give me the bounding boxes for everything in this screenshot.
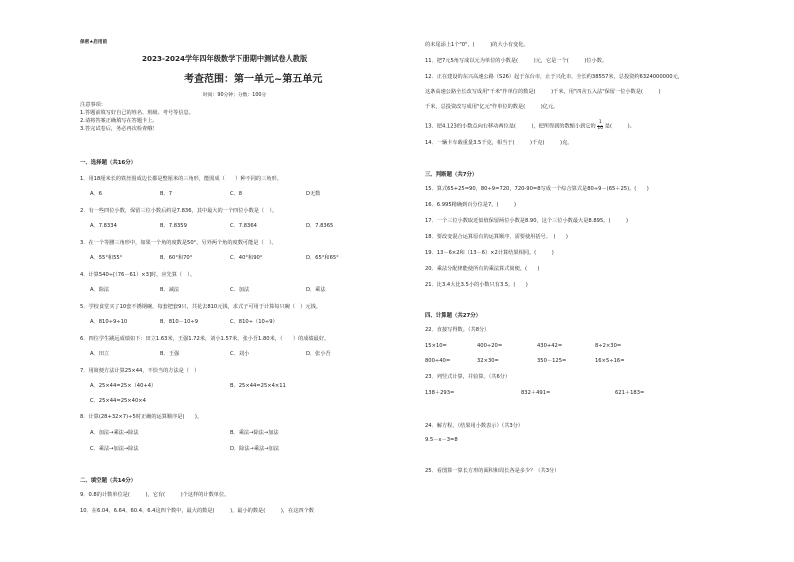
oral-item: 8÷2×30= [595,343,622,349]
question-4: 4．计算540÷[（76－61）×3]时，应先算（ ）。 [80,272,196,278]
question-15: 15．算式65+25=90，80÷9=720，720-90=8写成一个综合算式是80÷9－(65＋25)。( ) [425,186,649,192]
question-3: 3．在一个等腰三角形中，如果一个角的度数是50°，另外两个角的度数可能是（ ）。 [80,240,277,246]
option[interactable]: C．刘小 [230,351,250,357]
option[interactable]: D．乘法 [306,287,326,293]
question-12-line2: 这条高速公路全长改写成用"千米"作单位的数是( )千米，用"四舍五入法"保留一位小数是( ) [425,89,661,95]
question-20: 20．乘法分配律能使所有的乘法算式简便。( ) [425,266,540,272]
question-13-text: 13．把4.123的小数点向右移动两位是( )，把所得到的数缩小到它的 [425,123,596,130]
notes-heading: 注意事项： [80,102,106,108]
option[interactable]: B．王强 [160,351,180,357]
section-heading-calc: 四、计算题（共27分） [425,313,482,319]
option[interactable]: D无数 [306,191,321,197]
fraction [597,121,603,131]
option[interactable]: C．7.8364 [230,223,257,229]
oral-item: 16×5÷16= [595,358,625,364]
oral-item: 430+42= [537,343,563,349]
option[interactable]: A．加法→乘法→除法 [90,430,139,436]
section-heading-fill: 二、填空题（共14分） [80,478,137,484]
option[interactable]: A．田立 [90,351,110,357]
vertical-item: 832＋491= [521,390,551,396]
note-item: 1.答题前填写好自己的姓名、班级、考号等信息。 [80,110,194,116]
option[interactable]: A．810÷9÷10 [90,319,128,325]
question-25: 25．看图算一算长方形的面积和周长各是多少？（共3分） [425,468,560,474]
option[interactable]: C．40°和90° [230,255,263,261]
option[interactable]: D．7.8365 [306,223,334,229]
question-11: 11．把7元5角写成以元为单位的小数是( )元，它是一个( )位小数。 [425,58,608,64]
option[interactable]: C．8 [230,191,243,197]
option[interactable]: D．张小吾 [306,351,331,357]
question-14: 14．一辆卡车载重量3.5千克，相当于( )千克( )克。 [425,140,573,146]
oral-item: 15×10= [425,343,447,349]
question-18: 18．要改变混合运算原有的运算顺序，需要使用括号。 ( ) [425,234,568,240]
option[interactable]: A．55°和55° [90,255,123,261]
note-item: 2.请将答案正确填写在答题卡上。 [80,118,158,124]
question-13 [425,121,635,131]
question-6: 6．四位学生跳远成绩如下：田立1.63米，王强1.72米，刘小1.57米，张小吾1.80米，（ ）的成绩最好。 [80,336,330,342]
question-8: 8．计算(28+32×7)÷5时正确的运算顺序是( )。 [80,414,203,420]
question-1: 1．用18厘米长的铁丝围成边长都是整厘米的三角形，能围成（ ）种不同的三角形。 [80,176,282,182]
oral-item: 800÷40= [425,358,451,364]
question-10-cont: 的末尾添上1个"0"，( )的大小有变化。 [425,42,529,48]
question-23: 23．列竖式计算，并验算。（共6分） [425,374,511,380]
option[interactable]: B．乘法→除法→加法 [230,430,279,436]
option[interactable]: D．除法→乘法→加法 [230,446,280,452]
option[interactable]: A．6 [90,191,103,197]
oral-item: 400÷20= [477,343,503,349]
question-12-line3: 千米，总投资改写成用"亿元"作单位的数是( )亿元。 [425,104,559,110]
option[interactable]: B．7.8359 [160,223,187,229]
fraction-numerator: 1 [598,120,602,125]
question-17: 17．一个三位小数取近似值保留两位小数是8.90，这个三位小数最大是8.895。( ) [425,218,629,224]
vertical-item: 621＋183= [615,390,645,396]
question-24: 24．解方程。（结果用小数表示）（共3分） [425,423,524,429]
option[interactable]: C．810÷（10÷9） [230,319,278,325]
option[interactable]: B．810－10÷9 [160,319,199,325]
question-19: 19．13－6×2和（13－6）×2计算结果相同。( ) [425,250,554,256]
option[interactable]: B．60°和70° [160,255,193,261]
fraction-denominator: 10 [597,125,604,131]
option[interactable]: A．除法 [90,287,110,293]
question-13-text-end: 是( )。 [604,123,635,130]
exam-scope: 考查范围：第一单元~第五单元 [184,74,323,85]
secret-label: 保密★启用前 [80,40,108,45]
question-5: 5．学校食堂买了10套不锈钢碗，每套把套9只，共花去810元钱，求式子可用于计算每只碗（ ）元钱。 [80,304,321,310]
option[interactable]: A．25×44=25×（40+4） [90,383,157,389]
equation: 9.5－x－3=8 [425,437,458,443]
note-item: 3.答完试卷后，务必再次检查哦！ [80,126,158,132]
option[interactable]: B．7 [160,191,173,197]
section-heading-judge: 三、判断题（共7分） [425,172,478,178]
section-heading-choice: 一、选择题（共16分） [80,160,137,166]
option[interactable]: C．加法 [230,287,250,293]
question-21: 21．比3.4大比3.5小的小数只有3.5。( ) [425,282,528,288]
option[interactable]: D．65°和65° [306,255,339,261]
question-2: 2．有一些四位小数，保留三位小数后约是7.836，其中最大的一个四位小数是（ ）。 [80,208,278,214]
option[interactable]: B．25×44=25×4×11 [230,383,286,389]
option[interactable]: A．7.8334 [90,223,117,229]
vertical-item: 138＋293= [425,390,455,396]
oral-item: 350－125= [537,358,567,364]
exam-title: 2023-2024学年四年级数学下册期中测试卷人教版 [142,54,308,63]
question-22: 22．直接写得数。（共8分） [425,327,490,333]
option[interactable]: C．乘法→加法→除法 [90,446,139,452]
question-7: 7．用简便方法计算25×44，不恰当的方法是（ ） [80,368,200,374]
question-10: 10．在6.04、6.64、60.4、6.4这四个数中，最大的数是( )，最小的数是( )，在这四个数 [80,508,314,514]
option[interactable]: B．减法 [160,287,180,293]
question-12: 12．正在建设的东兴高速公路（S26）起于东台市，止于兴化市，全长约38557米，总投资约6324000000元， [425,74,683,80]
oral-item: 32×30= [477,358,499,364]
question-9: 9．0.8的计数单位是( )，它有( )个这样的计数单位。 [80,492,230,498]
exam-time: 时间：90分钟；分数：100分 [203,93,267,98]
question-16: 16．6.995精确到百分位是7。( ) [425,202,517,208]
option[interactable]: C．25×44=25×40×4 [90,398,146,404]
